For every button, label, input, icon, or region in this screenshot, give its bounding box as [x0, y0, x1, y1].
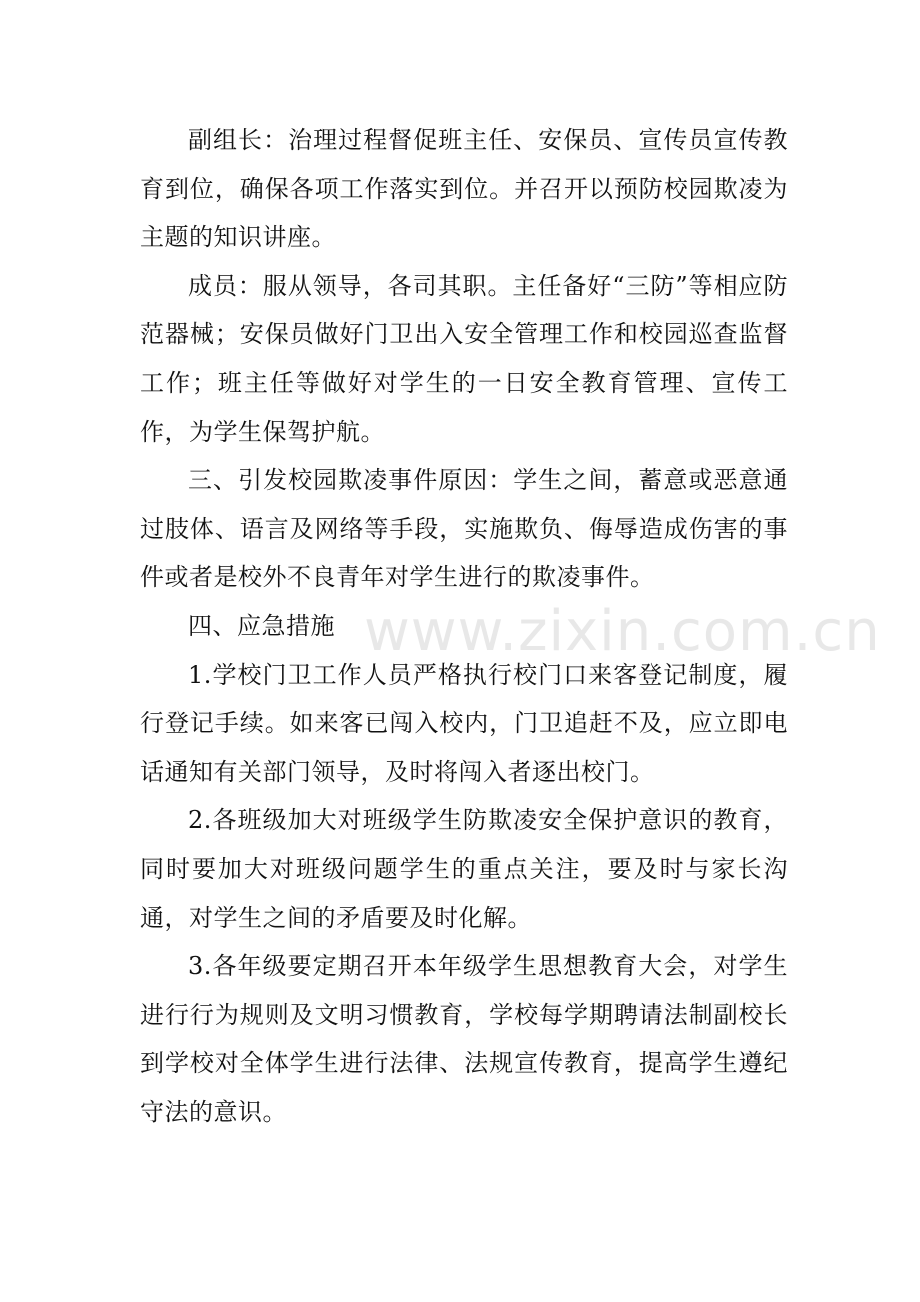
paragraph-measure-3: 3.各年级要定期召开本年级学生思想教育大会，对学生进行行为规则及文明习惯教育，学校每学期聘请法制副校长到学校对全体学生进行法律、法规宣传教育，提高学生遵纪守法的意识。	[140, 952, 788, 1126]
paragraph-bullying-causes: 三、引发校园欺凌事件原因：学生之间，蓄意或恶意通过肢体、语言及网络等手段，实施欺负、侮辱造成伤害的事件或者是校外不良青年对学生进行的欺凌事件。	[140, 466, 788, 592]
paragraph-members: 成员：服从领导，各司其职。主任备好“三防”等相应防范器械；安保员做好门卫出入安全管理工作和校园巡查监督工作；班主任等做好对学生的一日安全教育管理、宣传工作，为学生保驾护航。	[140, 271, 788, 446]
document-body	[140, 116, 788, 1136]
paragraph-measure-1: 1.学校门卫工作人员严格执行校门口来客登记制度，履行登记手续。如来客已闯入校内，门卫追赶不及，应立即电话通知有关部门领导，及时将闯入者逐出校门。	[140, 660, 788, 786]
paragraph-deputy-leader: 副组长：治理过程督促班主任、安保员、宣传员宣传教育到位，确保各项工作落实到位。并召开以预防校园欺凌为主题的知识讲座。	[140, 126, 788, 252]
section-heading-emergency-measures: 四、应急措施	[188, 611, 335, 640]
paragraph-measure-2: 2.各班级加大对班级学生防欺凌安全保护意识的教育，同时要加大对班级问题学生的重点关注，要及时与家长沟通，对学生之间的矛盾要及时化解。	[140, 806, 788, 932]
watermark-text: www.zixin.com.cn	[364, 599, 881, 664]
